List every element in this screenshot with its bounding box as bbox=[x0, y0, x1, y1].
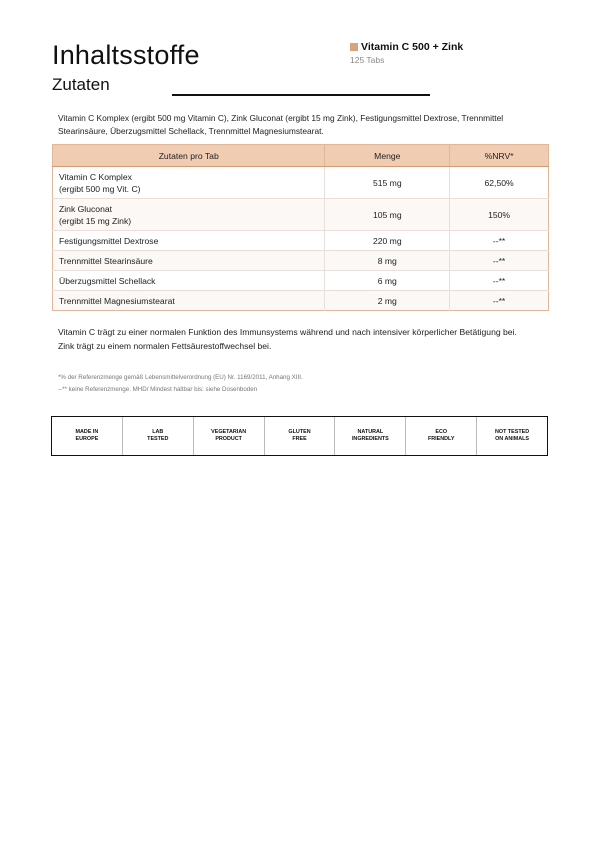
page-title: Inhaltsstoffe bbox=[52, 40, 200, 70]
ingredient-amount: 6 mg bbox=[325, 271, 450, 291]
ingredient-name: Zink Gluconat (ergibt 15 mg Zink) bbox=[53, 199, 325, 231]
ingredient-amount: 220 mg bbox=[325, 231, 450, 251]
table-row bbox=[53, 167, 549, 199]
ingredient-amount: 515 mg bbox=[325, 167, 450, 199]
title-divider bbox=[172, 94, 430, 96]
ingredient-amount: 105 mg bbox=[325, 199, 450, 231]
column-header-nrv: %NRV* bbox=[450, 145, 549, 167]
quality-badges bbox=[51, 416, 548, 456]
product-name: Vitamin C 500 + Zink bbox=[361, 41, 464, 53]
footnotes bbox=[58, 372, 303, 395]
ingredient-nrv: --** bbox=[450, 231, 549, 251]
ingredient-name: Trennmittel Stearinsäure bbox=[53, 251, 325, 271]
badge-lab-tested: LAB TESTED bbox=[122, 417, 193, 455]
ingredient-name: Trennmittel Magnesiumstearat bbox=[53, 291, 325, 311]
badge-not-tested-on-animals: NOT TESTED ON ANIMALS bbox=[476, 417, 547, 455]
table-header-row bbox=[53, 145, 549, 167]
page-subtitle: Zutaten bbox=[52, 75, 110, 94]
health-claim-vitamin-c: Vitamin C trägt zu einer normalen Funktion des Immunsystems während und nach intensiver körperlicher Betätigung bei. bbox=[58, 327, 517, 337]
ingredient-name: Vitamin C Komplex (ergibt 500 mg Vit. C) bbox=[53, 167, 325, 199]
column-header-ingredient: Zutaten pro Tab bbox=[53, 145, 325, 167]
ingredient-name: Überzugsmittel Schellack bbox=[53, 271, 325, 291]
ingredient-amount: 2 mg bbox=[325, 291, 450, 311]
footnote-no-reference: --** keine Referenzmenge. MHD/ Mindest haltbar bis: siehe Dosenboden bbox=[58, 385, 258, 393]
footnote-nrv: *% der Referenzmenge gemäß Lebensmittelverordnung (EU) Nr. 1169/2011, Anhang XIII. bbox=[58, 374, 303, 381]
product-color-swatch bbox=[350, 43, 358, 51]
ingredient-amount: 8 mg bbox=[325, 251, 450, 271]
ingredient-nrv: --** bbox=[450, 271, 549, 291]
badge-gluten-free: GLUTEN FREE bbox=[264, 417, 335, 455]
badge-natural-ingredients: NATURAL INGREDIENTS bbox=[334, 417, 405, 455]
table-row bbox=[53, 199, 549, 231]
ingredient-nrv: --** bbox=[450, 251, 549, 271]
table-row bbox=[53, 291, 549, 311]
health-claim-zinc: Zink trägt zu einem normalen Fettsäurestoffwechsel bei. bbox=[58, 341, 272, 351]
ingredient-nrv: --** bbox=[450, 291, 549, 311]
table-row bbox=[53, 251, 549, 271]
product-name-row bbox=[350, 41, 463, 53]
badge-made-in-europe: MADE IN EUROPE bbox=[75, 429, 99, 442]
product-quantity: 125 Tabs bbox=[350, 55, 385, 65]
ingredients-text: Vitamin C Komplex (ergibt 500 mg Vitamin C), Zink Gluconat (ergibt 15 mg Zink), Festigungsmittel Dextrose, Trennmittel Stearinsäure, Überzugsmittel Schellack, Trennmittel Magnesiumstearat. bbox=[58, 113, 504, 136]
ingredient-nrv: 150% bbox=[450, 199, 549, 231]
ingredient-name: Festigungsmittel Dextrose bbox=[53, 231, 325, 251]
badge-vegetarian: VEGETARIAN PRODUCT bbox=[193, 417, 264, 455]
column-header-amount: Menge bbox=[325, 145, 450, 167]
health-claims bbox=[58, 325, 548, 353]
product-info bbox=[350, 41, 463, 65]
table-row bbox=[53, 231, 549, 251]
ingredients-table bbox=[52, 144, 549, 311]
badge-eco-friendly: ECO FRIENDLY bbox=[405, 417, 476, 455]
table-row bbox=[53, 271, 549, 291]
ingredient-nrv: 62,50% bbox=[450, 167, 549, 199]
